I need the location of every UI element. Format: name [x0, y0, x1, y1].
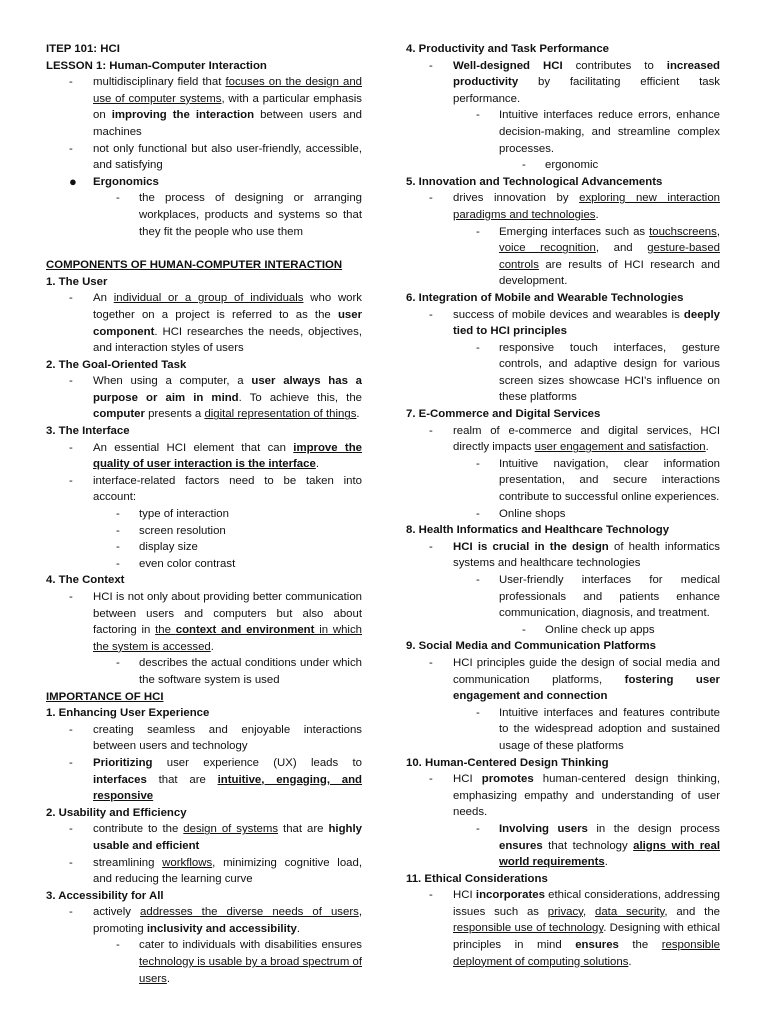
list-item: - Involving users in the design process ensures that technology aligns with real world requirements.: [476, 822, 720, 869]
list-item: - interface-related factors need to be taken into account:: [69, 474, 362, 504]
list-item: - HCI promotes human-centered design thinking, emphasizing empathy and understanding of user needs.: [429, 773, 720, 819]
bullet-marker: ●: [69, 173, 77, 189]
dash-marker: -: [476, 109, 480, 122]
list-item: - cater to individuals with disabilities ensures technology is usable by a broad spectrum of users.: [116, 939, 362, 985]
list-item: - HCI is crucial in the design of health informatics systems and healthcare technologies: [429, 540, 720, 570]
dash-marker: -: [476, 574, 480, 586]
subsection-title: 4. The Context: [46, 574, 125, 587]
list-item: - Emerging interfaces such as touchscreens, voice recognition, and gesture-based controls are results of HCI research and development.: [476, 225, 721, 288]
dash-marker: -: [476, 341, 480, 354]
list-item: - realm of e-commerce and digital services, HCI directly impacts user engagement and satisfaction.: [429, 424, 720, 454]
dash-marker: -: [116, 557, 120, 570]
list-item: - When using a computer, a user always has a purpose or aim in mind. To achieve this, the computer presents a digital representation of things.: [69, 375, 363, 421]
dash-marker: -: [476, 225, 480, 238]
subsection-title: 6. Integration of Mobile and Wearable Technologies: [406, 291, 684, 304]
list-item: - Prioritizing user experience (UX) leads to interfaces that are intuitive, engaging, and responsive: [69, 756, 362, 803]
dash-marker: -: [476, 822, 480, 835]
list-item: - User-friendly interfaces for medical professionals and patients enhance communication, diagnosis, and treatment.: [476, 574, 720, 620]
dash-marker: -: [429, 889, 433, 902]
list-item: - responsive touch interfaces, gesture controls, and adaptive design for various screen sizes showcase HCI's influence on these platforms: [476, 341, 720, 404]
list-item: - actively addresses the diverse needs of users, promoting inclusivity and accessibility.: [69, 906, 362, 935]
lesson-title: LESSON 1: Human-Computer Interaction: [46, 59, 267, 72]
dash-marker: -: [69, 591, 73, 603]
list-item: - creating seamless and enjoyable interactions between users and technology: [69, 723, 362, 753]
dash-marker: -: [429, 424, 433, 437]
list-item: - drives innovation by exploring new interaction paradigms and technologies.: [429, 192, 720, 221]
list-item: - screen resolution: [46, 523, 362, 540]
subsection-title: 9. Social Media and Communication Platforms: [406, 640, 657, 653]
list-item: - display size: [46, 539, 362, 556]
subsection-title: 10. Human-Centered Design Thinking: [406, 756, 609, 769]
dash-marker: -: [429, 192, 433, 205]
dash-marker: -: [476, 507, 480, 520]
list-item: - the process of designing or arranging workplaces, products and systems so that they fit the people who use them: [116, 192, 362, 238]
dash-marker: -: [69, 906, 73, 919]
dash-marker: -: [69, 292, 73, 305]
dash-marker: -: [69, 142, 73, 155]
dash-marker: -: [522, 159, 526, 172]
section-heading-components: COMPONENTS OF HUMAN-COMPUTER INTERACTION: [46, 259, 343, 272]
subsection-title: 1. Enhancing User Experience: [46, 707, 210, 720]
list-item: - An individual or a group of individuals who work together on a project is referred to as the user component. HCI researches the needs, objectives, and interaction styles of users: [69, 292, 362, 355]
list-item: - An essential HCI element that can improve the quality of user interaction is the interface.: [69, 441, 362, 471]
dash-marker: -: [116, 192, 120, 205]
list-item: - type of interaction: [46, 506, 362, 523]
dash-marker: -: [476, 706, 480, 719]
dash-marker: -: [116, 657, 120, 670]
list-item: - Intuitive navigation, clear information presentation, and secure interactions contribute to successful online experiences.: [476, 457, 720, 504]
dash-marker: -: [522, 623, 526, 636]
list-item: - describes the actual conditions under which the software system is used: [116, 657, 362, 686]
list-item: - Intuitive interfaces and features contribute to the widespread adoption and sustained usage of these platforms: [476, 706, 720, 752]
subsection-title: 1. The User: [46, 275, 108, 288]
list-item: - Online shops: [406, 506, 720, 523]
section-heading-importance: IMPORTANCE OF HCI: [46, 690, 164, 703]
list-item: - Intuitive interfaces reduce errors, enhance decision-making, and streamline complex processes.: [476, 109, 720, 155]
subsection-title: 11. Ethical Considerations: [406, 872, 548, 885]
dash-marker: -: [69, 441, 73, 454]
subsection-title: 3. Accessibility for All: [46, 889, 164, 902]
list-item: - streamlining workflows, minimizing cognitive load, and reducing the learning curve: [69, 856, 362, 886]
right-column: [406, 41, 720, 970]
dash-marker: -: [69, 756, 73, 769]
dash-marker: -: [429, 540, 433, 553]
list-item: - Well-designed HCI contributes to increased productivity by facilitating efficient task performance.: [429, 59, 720, 105]
list-item: - HCI is not only about providing better communication between users and computers but also about factoring in the context and environment in which the system is accessed.: [69, 591, 362, 653]
dash-marker: -: [476, 457, 480, 470]
dash-marker: -: [69, 474, 73, 487]
list-item: - not only functional but also user-friendly, accessible, and satisfying: [69, 142, 362, 172]
dash-marker: -: [116, 508, 120, 521]
dash-marker: -: [429, 308, 433, 321]
dash-marker: -: [429, 773, 433, 786]
list-item: - contribute to the design of systems that are highly usable and efficient: [69, 823, 362, 852]
subsection-title: 3. The Interface: [46, 425, 130, 438]
list-item: - Online check up apps: [406, 622, 720, 639]
dash-marker: -: [116, 939, 120, 952]
subsection-title: 2. Usability and Efficiency: [46, 806, 187, 819]
dash-marker: -: [69, 76, 73, 89]
course-title: ITEP 101: HCI: [46, 43, 120, 55]
subsection-title: 4. Productivity and Task Performance: [406, 43, 609, 55]
dash-marker: -: [69, 823, 73, 836]
list-item: - multidisciplinary field that focuses on the design and use of computer systems, with a particular emphasis on improving the interaction between users and machines: [69, 76, 363, 138]
list-item: - HCI principles guide the design of social media and communication platforms, fostering user engagement and connection: [429, 656, 720, 703]
dash-marker: -: [69, 723, 73, 736]
dash-marker: -: [116, 524, 120, 537]
dash-marker: -: [429, 59, 433, 72]
ergonomics-term: Ergonomics: [93, 175, 159, 188]
dash-marker: -: [116, 541, 120, 554]
left-column: [46, 41, 362, 987]
list-item: - HCI incorporates ethical considerations, addressing issues such as privacy, data security, and the responsible use of technology. Designing with ethical principles in mind ensures the responsible deployment of computing solutions.: [429, 889, 720, 968]
subsection-title: 7. E-Commerce and Digital Services: [406, 408, 601, 421]
list-item: - ergonomic: [406, 157, 720, 174]
dash-marker: -: [429, 656, 433, 669]
list-item: - even color contrast: [46, 556, 362, 573]
subsection-title: 2. The Goal-Oriented Task: [46, 358, 187, 371]
dash-marker: -: [69, 375, 73, 388]
list-item: - success of mobile devices and wearables is deeply tied to HCI principles: [429, 308, 720, 338]
list-item: [46, 174, 362, 191]
dash-marker: -: [69, 856, 73, 869]
subsection-title: 8. Health Informatics and Healthcare Technology: [406, 524, 670, 537]
subsection-title: 5. Innovation and Technological Advancements: [406, 175, 663, 188]
